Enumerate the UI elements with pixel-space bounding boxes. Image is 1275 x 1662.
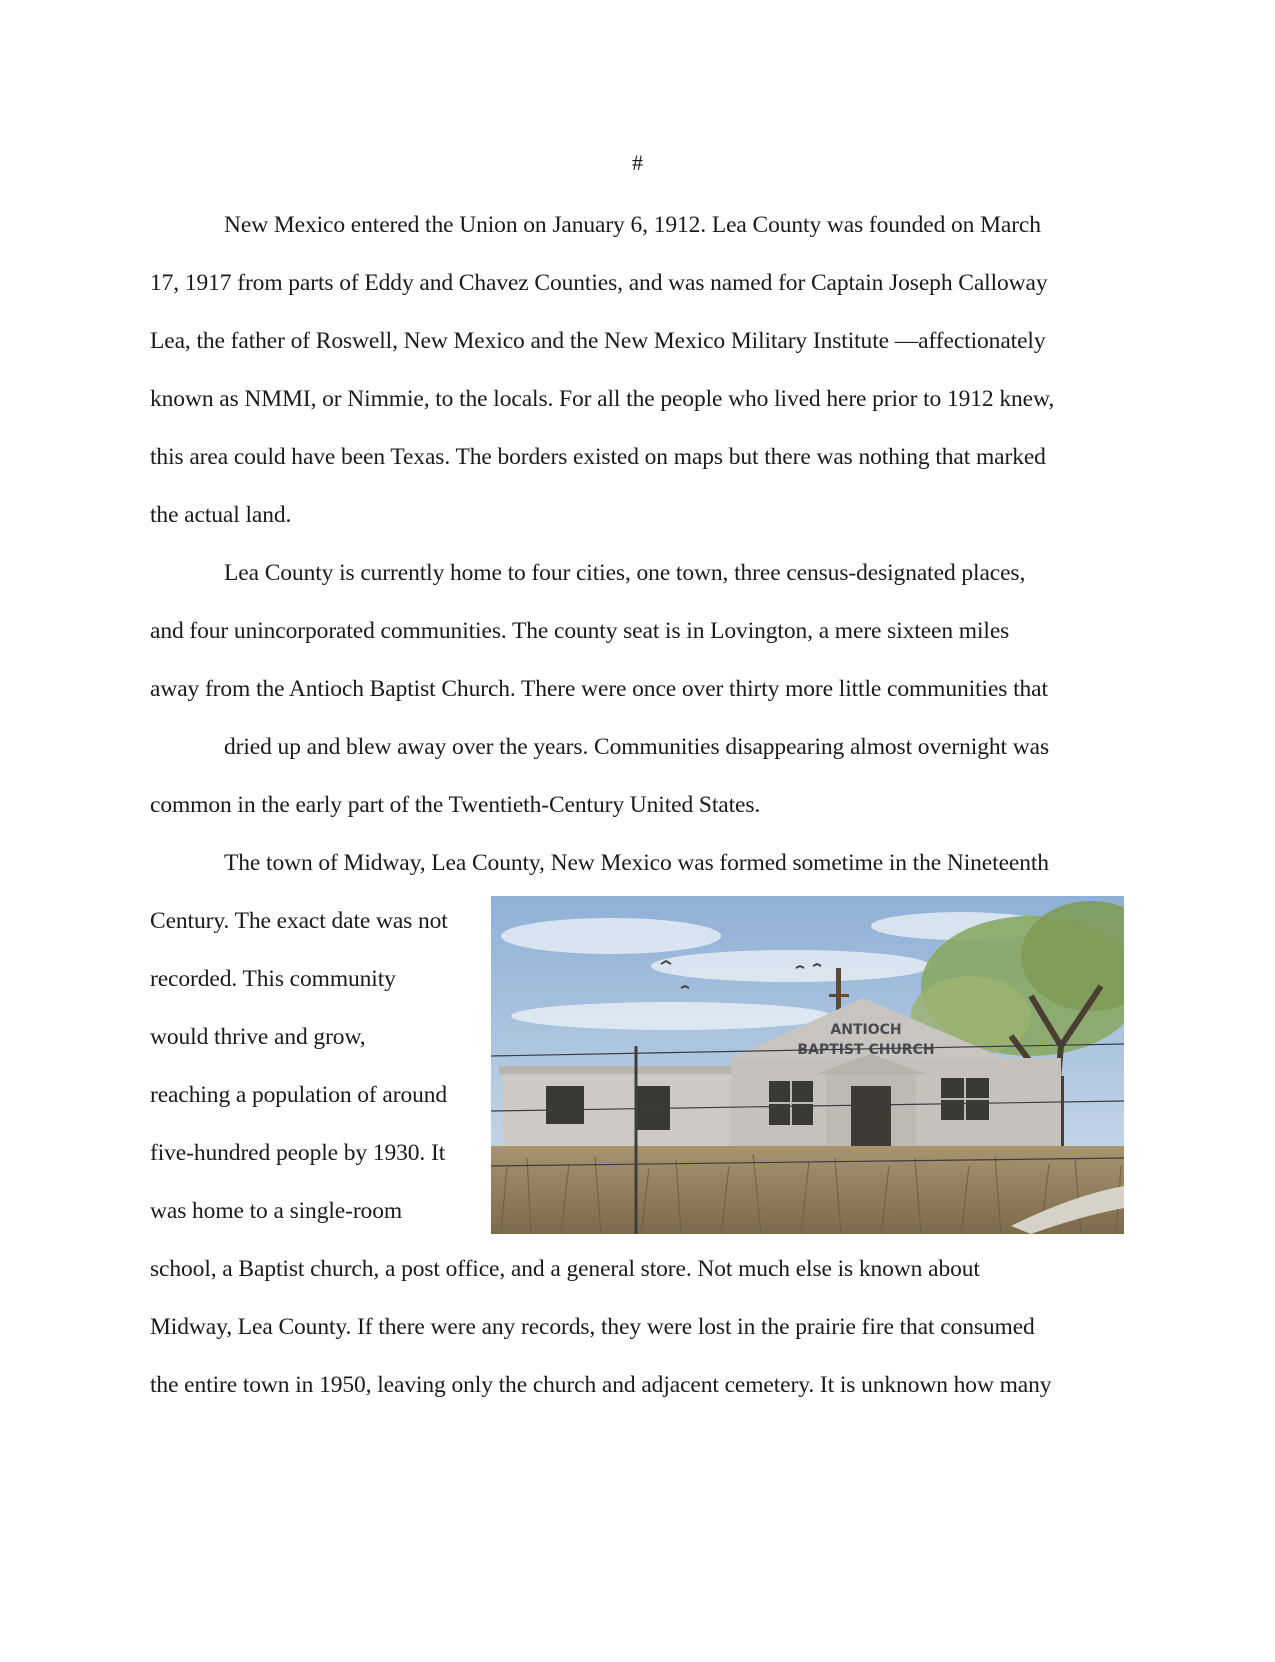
text-line: New Mexico entered the Union on January 6, 1912. Lea County was founded on March	[224, 212, 1041, 238]
text-line: away from the Antioch Baptist Church. There were once over thirty more little communities that	[150, 676, 1048, 702]
text-line: common in the early part of the Twentieth-Century United States.	[150, 792, 761, 818]
text-line: Midway, Lea County. If there were any records, they were lost in the prairie fire that consumed	[150, 1314, 1035, 1340]
text-line: recorded. This community	[150, 966, 396, 992]
text-line: Lea County is currently home to four cities, one town, three census-designated places,	[224, 560, 1026, 586]
text-line: reaching a population of around	[150, 1082, 448, 1108]
text-line: Lea, the father of Roswell, New Mexico and the New Mexico Military Institute —affectionately	[150, 328, 1046, 354]
text-line: the entire town in 1950, leaving only the church and adjacent cemetery. It is unknown how many	[150, 1372, 1052, 1398]
text-line: five-hundred people by 1930. It	[150, 1140, 446, 1166]
church-sign-line2: BAPTIST CHURCH	[797, 1042, 935, 1058]
text-line: this area could have been Texas. The borders existed on maps but there was nothing that marked	[150, 444, 1046, 470]
text-line: Century. The exact date was not	[150, 908, 448, 934]
text-line: and four unincorporated communities. The county seat is in Lovington, a mere sixteen miles	[150, 618, 1010, 644]
text-line: was home to a single-room	[150, 1198, 403, 1224]
text-line: 17, 1917 from parts of Eddy and Chavez Counties, and was named for Captain Joseph Calloway	[150, 270, 1048, 296]
text-line: known as NMMI, or Nimmie, to the locals. For all the people who lived here prior to 1912 knew,	[150, 386, 1055, 412]
church-sign-line1: ANTIOCH	[830, 1022, 902, 1038]
text-line: dried up and blew away over the years. Communities disappearing almost overnight was	[224, 734, 1049, 760]
page-number: #	[632, 150, 643, 175]
text-line: school, a Baptist church, a post office, and a general store. Not much else is known about	[150, 1256, 980, 1282]
text-line: would thrive and grow,	[150, 1024, 366, 1050]
text-line: the actual land.	[150, 502, 292, 528]
church-photo	[491, 896, 1124, 1234]
text-line: The town of Midway, Lea County, New Mexico was formed sometime in the Nineteenth	[224, 850, 1049, 876]
